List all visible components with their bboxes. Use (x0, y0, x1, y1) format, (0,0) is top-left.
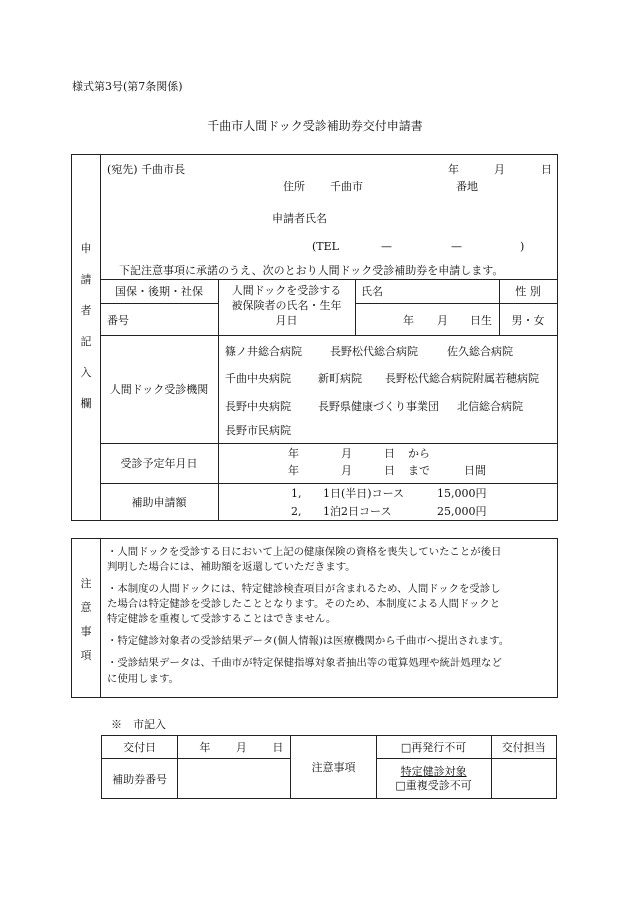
institution-item: 佐久総合病院 (447, 345, 513, 358)
birth-month: 月 (437, 314, 448, 327)
schedule-from-month: 月 (341, 447, 352, 460)
address-banchi: 番地 (456, 180, 478, 193)
specific-checkup: 特定健診対象 (400, 765, 467, 779)
schedule-to-label: まで (408, 464, 430, 477)
institution-item: 新町病院 (318, 372, 362, 385)
duplicate-ng: □重複受診不可 (395, 778, 472, 792)
notes-list (107, 545, 509, 687)
address-city: 千曲市 (330, 180, 363, 193)
notes-label: 注意事項 (291, 736, 376, 799)
form-number: 様式第3号(第7条関係) (72, 80, 183, 93)
insured-label-line-1: 人間ドックを受診する (231, 284, 342, 297)
schedule-from-year: 年 (288, 447, 299, 460)
name-label: 氏名 (361, 285, 383, 298)
schedule-to-year: 年 (288, 464, 299, 477)
subsidy-option-course: 1泊2日コース (323, 505, 392, 518)
institution-item: 長野市民病院 (225, 424, 291, 437)
schedule-from-label: から (408, 447, 430, 460)
applicant-side-label: 申 請 者 記 入 欄 (80, 242, 92, 410)
subsidy-option-no: 2, (291, 505, 302, 518)
note-item: ・受診結果データは、千曲市が特定保健指導対象者抽出等の電算処理や統計処理など に使用します。 (107, 657, 502, 685)
note-item: ・本制度の人間ドックには、特定健診検査項目が含まれるため、人間ドックを受診し た場合は特定健診を受診したこととなります。そのため、本制度による人間ドックと 特定健診を重複して受診することはできません。 (107, 583, 501, 626)
note-item: ・特定健診対象者の受診結果データ(個人情報)は医療機関から千曲市へ提出されます。 (107, 635, 510, 648)
issuer-label: 交付担当 (491, 736, 556, 759)
institution-item: 長野県健康づくり事業団 (318, 400, 439, 413)
insurance-label: 国保・後期・社保 (115, 285, 203, 298)
specific-checkup-cell (376, 759, 491, 799)
office-use-table (101, 735, 557, 799)
number-label: 番号 (107, 314, 129, 327)
schedule-days-label: 日間 (464, 464, 486, 477)
address-label: 住所 (283, 180, 305, 193)
insured-label-line-3: 月日 (275, 314, 298, 327)
subsidy-option-course: 1日(半日)コース (323, 487, 405, 500)
issuer-value (491, 759, 556, 799)
request-sentence: 下記注意事項に承諾のうえ、次のとおり人間ドック受診補助券を申請します。 (119, 264, 504, 277)
issue-date-value: 年 月 日 (178, 736, 291, 759)
gender-label: 性 別 (515, 285, 541, 298)
form-title: 千曲市人間ドック受診補助券交付申請書 (207, 119, 423, 133)
date-day: 日 (541, 163, 552, 176)
institution-item: 篠ノ井総合病院 (225, 345, 302, 358)
notes-side-label: 注 意 事 項 (80, 577, 92, 662)
institution-label: 人間ドック受診機関 (109, 383, 209, 396)
schedule-to-day: 日 (384, 464, 395, 477)
applicant-name-label: 申請者氏名 (272, 212, 327, 225)
schedule-to-month: 月 (341, 464, 352, 477)
addressee: (宛先) 千曲市長 (107, 163, 186, 176)
schedule-from-day: 日 (384, 447, 395, 460)
subsidy-option-amount: 15,000円 (437, 487, 487, 500)
tel-dash-1: — (381, 240, 392, 253)
issue-date-label: 交付日 (102, 736, 178, 759)
date-month: 月 (494, 163, 505, 176)
institution-item: 長野中央病院 (225, 400, 291, 413)
institution-item: 長野松代総合病院附属若穂病院 (385, 372, 539, 385)
birth-year: 年 (403, 314, 414, 327)
subsidy-option-amount: 25,000円 (437, 505, 487, 518)
schedule-label: 受診予定年月日 (120, 457, 198, 470)
voucher-number-label: 補助券番号 (102, 759, 178, 799)
birth-day: 日生 (470, 314, 492, 327)
insured-label-line-2: 被保険者の氏名・生年 (231, 299, 342, 312)
voucher-number-value (178, 759, 291, 799)
institution-item: 長野松代総合病院 (330, 345, 418, 358)
no-reissue: □再発行不可 (376, 736, 491, 759)
note-item: ・人間ドックを受診する日において上記の健康保険の資格を喪失していたことが後日 判明した場合には、補助額を返還していただきます。 (107, 546, 502, 574)
gender-options: 男・女 (511, 314, 545, 327)
institution-item: 北信総合病院 (457, 400, 523, 413)
subsidy-label: 補助申請額 (131, 496, 187, 509)
institution-item: 千曲中央病院 (225, 372, 291, 385)
subsidy-option-no: 1, (291, 487, 302, 500)
tel-close: ) (520, 240, 525, 253)
tel-open: (TEL (312, 240, 339, 253)
date-year: 年 (448, 163, 459, 176)
office-heading: ※ 市記入 (111, 718, 166, 731)
tel-dash-2: — (451, 240, 462, 253)
